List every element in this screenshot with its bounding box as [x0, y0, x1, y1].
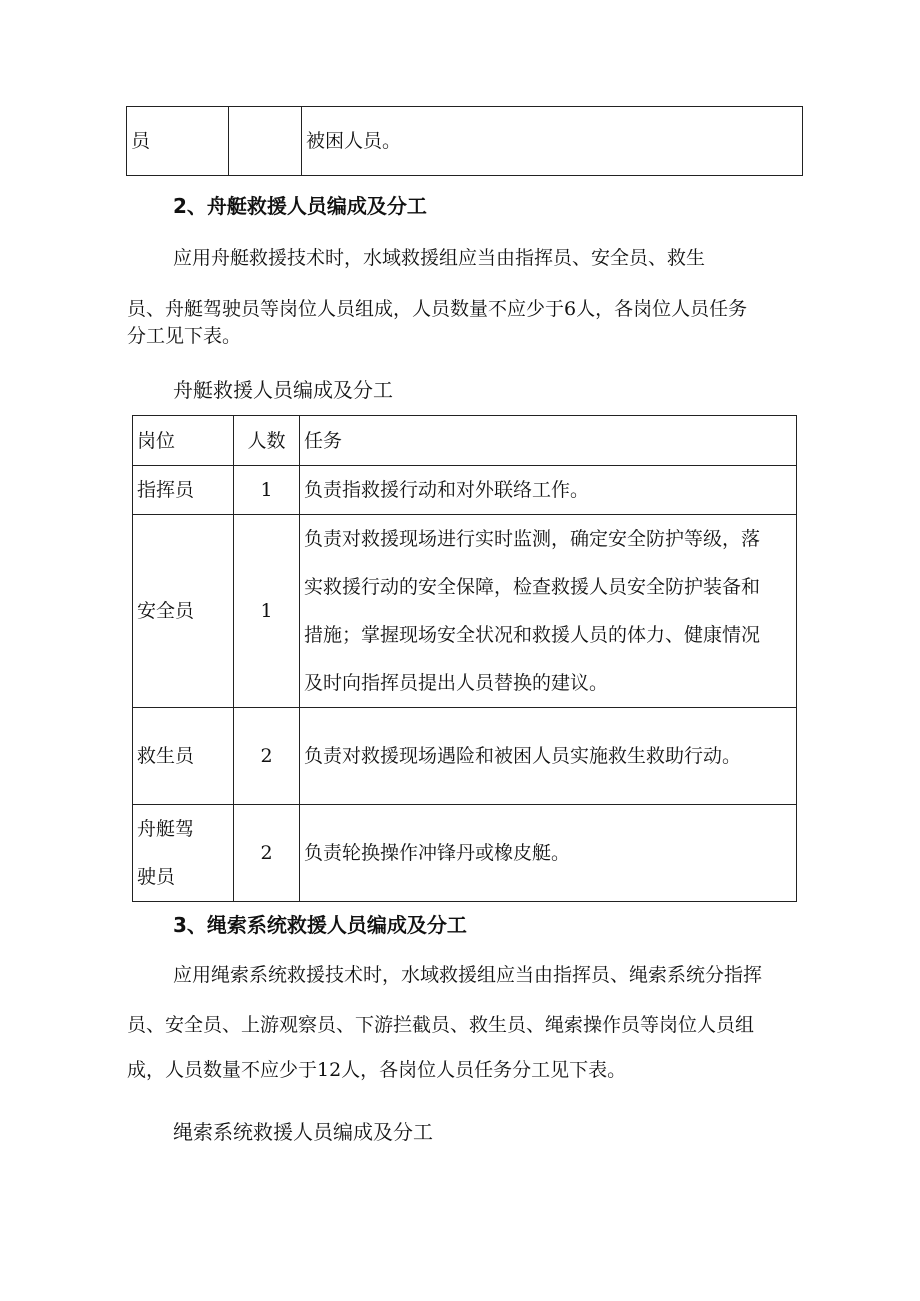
table-row [133, 466, 797, 515]
role-cell: 指挥员 [133, 466, 234, 515]
header-task: 任务 [300, 416, 797, 466]
section-3-para-line: 成，人员数量不应少于12人，各岗位人员任务分工见下表。 [127, 1059, 627, 1081]
section-2-heading: 2、舟艇救援人员编成及分工 [173, 194, 427, 218]
section-2-para-line: 员、舟艇驾驶员等岗位人员组成，人员数量不应少于6人，各岗位人员任务 [127, 298, 748, 320]
section-2-para-line: 应用舟艇救援技术时，水域救援组应当由指挥员、安全员、救生 [173, 247, 706, 269]
header-count: 人数 [234, 416, 300, 466]
table-row [133, 515, 797, 708]
table-caption: 绳索系统救援人员编成及分工 [173, 1120, 433, 1144]
prev-table [126, 106, 803, 176]
table-row [127, 107, 803, 176]
task-line: 及时向指挥员提出人员替换的建议。 [304, 672, 609, 694]
role-line: 驶员 [137, 866, 176, 888]
boat-rescue-table [132, 415, 797, 902]
count-cell: 2 [234, 708, 300, 805]
table-caption: 舟艇救援人员编成及分工 [173, 378, 393, 402]
task-line: 措施；掌握现场安全状况和救援人员的体力、健康情况 [304, 624, 761, 646]
section-3-para-line: 应用绳索系统救援技术时，水域救援组应当由指挥员、绳索系统分指挥 [173, 964, 763, 986]
task-cell: 负责对救援现场遇险和被困人员实施救生救助行动。 [300, 708, 797, 805]
task-line: 实救援行动的安全保障，检查救援人员安全防护装备和 [304, 576, 761, 598]
role-cell: 救生员 [133, 708, 234, 805]
count-cell: 2 [234, 805, 300, 902]
task-cell [300, 515, 797, 708]
task-cell: 负责轮换操作冲锋丹或橡皮艇。 [300, 805, 797, 902]
count-cell [229, 107, 302, 176]
section-3-para-line: 员、安全员、上游观察员、下游拦截员、救生员、绳索操作员等岗位人员组 [127, 1014, 755, 1036]
table-row [133, 805, 797, 902]
role-line: 舟艇驾 [137, 818, 195, 840]
role-cell: 员 [127, 107, 229, 176]
section-3-heading: 3、绳索系统救援人员编成及分工 [173, 913, 467, 937]
count-cell: 1 [234, 515, 300, 708]
task-cell: 负责指救援行动和对外联络工作。 [300, 466, 797, 515]
role-cell: 安全员 [133, 515, 234, 708]
task-line: 负责对救援现场进行实时监测，确定安全防护等级，落 [304, 528, 761, 550]
table-row [133, 708, 797, 805]
role-cell [133, 805, 234, 902]
count-cell: 1 [234, 466, 300, 515]
header-role: 岗位 [133, 416, 234, 466]
table-header-row [133, 416, 797, 466]
section-2-para-line: 分工见下表。 [127, 325, 242, 347]
task-cell: 被困人员。 [302, 107, 803, 176]
